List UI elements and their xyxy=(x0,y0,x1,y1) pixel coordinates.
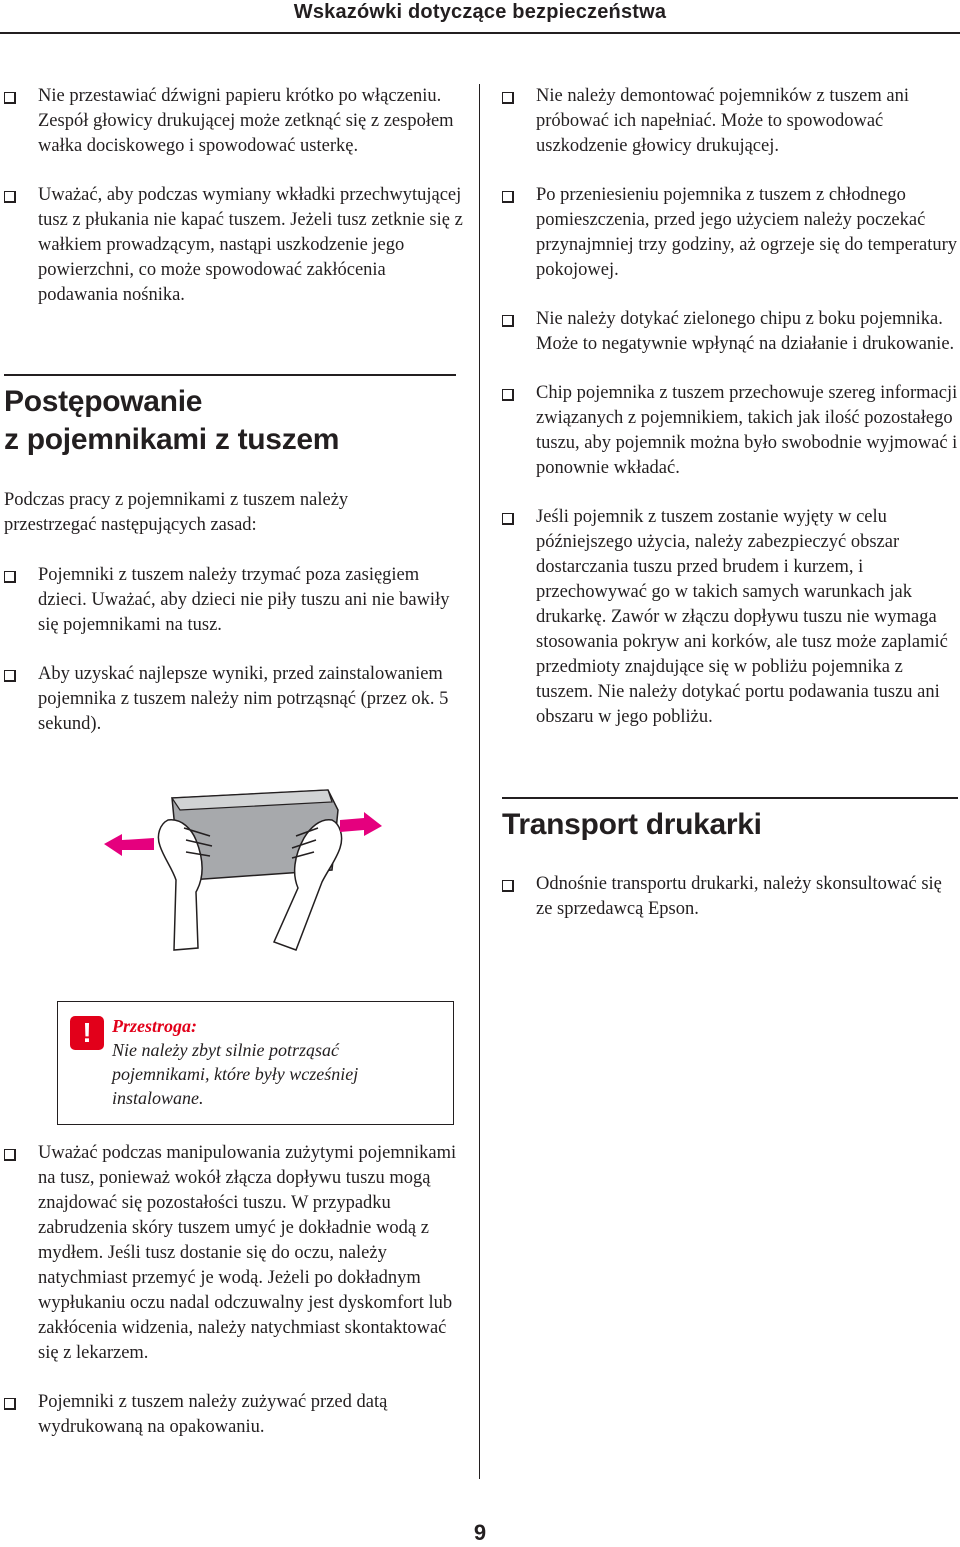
right-arrow-shape xyxy=(340,812,382,836)
list-item-text: Nie należy dotykać zielonego chipu z boku pojemnika. Może to negatywnie wpłynąć na działanie i drukowanie. xyxy=(536,309,955,354)
list-item-text: Chip pojemnika z tuszem przechowuje szereg informacji związanych z pojemnikiem, takich jak ilość pozostałego tuszu, aby pojemnik można było swobodnie wyjmować i ponownie wkładać. xyxy=(536,383,958,478)
page-header xyxy=(0,0,960,34)
checkbox-bullet-icon xyxy=(502,880,514,892)
checkbox-bullet-icon xyxy=(502,315,514,327)
checkbox-bullet-icon xyxy=(502,513,514,525)
checkbox-bullet-icon xyxy=(502,191,514,203)
ink-bullets xyxy=(4,563,464,737)
right-bullets xyxy=(502,84,960,730)
list-item xyxy=(502,505,960,730)
header-rule xyxy=(0,32,960,34)
list-item-text: Pojemniki z tuszem należy zużywać przed datą wydrukowaną na opakowaniu. xyxy=(38,1392,388,1437)
column-divider xyxy=(479,84,480,1479)
caution-box xyxy=(57,1001,454,1125)
list-item-text: Uważać podczas manipulowania zużytymi pojemnikami na tusz, ponieważ wokół złącza dopływu tuszu mogą znajdować się pozostałości tuszu. W przypadku zabrudzenia skóry tuszem umyć je dokładnie wodą z mydłem. Jeśli tusz dostanie się do oczu, należy natychmiast przemyć je wodą. Jeżeli po dokładnym wypłukaniu oczu nadal odczuwalny jest dyskomfort lub zakłócenia widzenia, należy natychmiast skontaktować się z lekarzem. xyxy=(38,1143,457,1363)
checkbox-bullet-icon xyxy=(502,92,514,104)
checkbox-bullet-icon xyxy=(4,92,16,104)
list-item-text: Po przeniesieniu pojemnika z tuszem z chłodnego pomieszczenia, przed jego użyciem należy poczekać przynajmniej trzy godziny, aż ogrzeje się do temperatury pokojowej. xyxy=(536,185,958,280)
section-title-transport: Transport drukarki xyxy=(502,808,762,841)
list-item xyxy=(4,183,464,308)
section-title-line: Postępowanie xyxy=(4,385,203,418)
left-bottom-bullets xyxy=(4,1141,464,1440)
list-item-text: Uważać, aby podczas wymiany wkładki przechwytującej tusz z płukania nie kapać tuszem. Jeżeli tusz zetknie się z wałkiem prowadzącym, nastąpi uszkodzenie jego powierzchni, co może spowodować zakłócenia podawania nośnika. xyxy=(38,185,463,305)
list-item xyxy=(502,307,960,357)
left-top-bullets xyxy=(4,84,464,308)
section-intro: Podczas pracy z pojemnikami z tuszem należy przestrzegać następujących zasad: xyxy=(4,490,349,535)
list-item xyxy=(502,872,960,922)
caution-text: Nie należy zbyt silnie potrząsać pojemnikami, które były wcześniej instalowane. xyxy=(112,1040,359,1108)
section-title-ink xyxy=(4,383,339,459)
list-item-text: Nie przestawiać dźwigni papieru krótko po włączeniu. Zespół głowicy drukującej może zetknąć się z zespołem wałka dociskowego i spowodować usterkę. xyxy=(38,86,454,156)
list-item xyxy=(502,381,960,481)
section-title-line: z pojemnikami z tuszem xyxy=(4,423,340,456)
checkbox-bullet-icon xyxy=(4,670,16,682)
list-item xyxy=(4,1141,464,1366)
checkbox-bullet-icon xyxy=(4,1398,16,1410)
list-item xyxy=(4,563,464,638)
list-item xyxy=(4,662,464,737)
list-item-text: Aby uzyskać najlepsze wyniki, przed zainstalowaniem pojemnika z tuszem należy nim potrząsnąć (przez ok. 5 sekund). xyxy=(38,664,449,734)
transport-bullets xyxy=(502,872,960,922)
shaking-cartridge-illustration xyxy=(100,780,400,980)
caution-title: Przestroga: xyxy=(112,1016,197,1036)
checkbox-bullet-icon xyxy=(4,571,16,583)
list-item xyxy=(502,183,960,283)
checkbox-bullet-icon xyxy=(4,1149,16,1161)
warning-icon: ! xyxy=(70,1016,104,1050)
list-item xyxy=(4,1390,464,1440)
list-item xyxy=(4,84,464,159)
list-item-text: Pojemniki z tuszem należy trzymać poza zasięgiem dzieci. Uważać, aby dzieci nie piły tuszu ani nie bawiły się pojemnikami na tusz. xyxy=(38,565,450,635)
list-item-text: Odnośnie transportu drukarki, należy skonsultować się ze sprzedawcą Epson. xyxy=(536,874,942,919)
header-title: Wskazówki dotyczące bezpieczeństwa xyxy=(293,1,667,23)
checkbox-bullet-icon xyxy=(502,389,514,401)
left-arrow-shape xyxy=(104,834,154,856)
list-item-text: Nie należy demontować pojemników z tuszem ani próbować ich napełniać. Może to spowodować uszkodzenie głowicy drukującej. xyxy=(536,86,909,156)
list-item xyxy=(502,84,960,159)
section-rule xyxy=(4,374,456,376)
list-item-text: Jeśli pojemnik z tuszem zostanie wyjęty w celu późniejszego użycia, należy zabezpieczyć obszar dostarczania tuszu przed brudem i kurzem, i przechowywać go w takich samych warunkach jak drukarkę. Zawór w złączu dopływu tuszu nie wymaga stosowania pokryw ani korków, ale tusz może zaplamić przedmioty znajdujące się w pobliżu pojemnika z tuszem. Nie należy dotykać portu podawania tuszu ani obszaru w jego pobliżu. xyxy=(536,507,948,727)
section-rule xyxy=(502,797,958,799)
page-number: 9 xyxy=(473,1520,487,1545)
checkbox-bullet-icon xyxy=(4,191,16,203)
